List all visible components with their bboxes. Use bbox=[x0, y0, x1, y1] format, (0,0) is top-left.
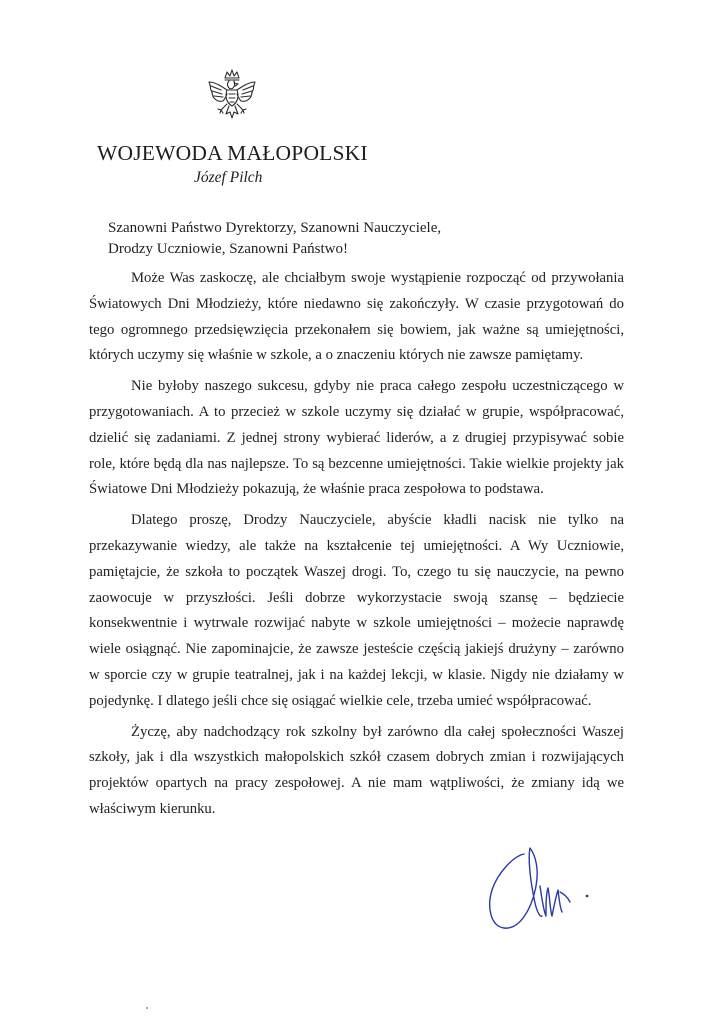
scan-speck bbox=[146, 1007, 148, 1009]
polish-eagle-emblem-icon bbox=[205, 68, 259, 124]
letter-body bbox=[89, 266, 624, 828]
paragraph: Dlatego proszę, Drodzy Nauczyciele, abyście kładli nacisk nie tylko na przekazywanie wiedzy, ale także na kształcenie tej umiejętności. A Wy Uczniowie, pamiętajcie, że szkoła to początek Waszej drogi. To, czego tu się nauczycie, na pewno zaowocuje w przyszłości. Jeśli dobrze wykorzystacie swoją szansę – będziecie konsekwentnie i wytrwale rozwijać nabyte w szkole umiejętności – możecie naprawdę wiele osiągnąć. Nie zapominajcie, że zawsze jesteście częścią jakiejś drużyny – zarówno w sporcie czy w grupie teatralnej, jak i na każdej lekcji, w klasie. Nigdy nie działamy w pojedynkę. I dlatego jeśli chce się osiągać wielkie cele, trzeba umieć współpracować. bbox=[89, 512, 624, 709]
author-name: Józef Pilch bbox=[194, 169, 263, 186]
salutation bbox=[108, 218, 441, 260]
paragraph: Może Was zaskoczę, ale chciałbym swoje wystąpienie rozpocząć od przywołania Światowych Dni Młodzieży, które niedawno się zakończyły. W czasie przygotowań do tego ogromnego przedsięwzięcia przekonałem się bowiem, jak ważne są umiejętności, których uczymy się właśnie w szkole, a o znaczeniu których nie zawsze pamiętamy. bbox=[89, 270, 624, 364]
salutation-line: Szanowni Państwo Dyrektorzy, Szanowni Nauczyciele, bbox=[108, 220, 442, 236]
page-title: WOJEWODA MAŁOPOLSKI bbox=[97, 141, 368, 165]
salutation-line: Drodzy Uczniowie, Szanowni Państwo! bbox=[108, 241, 348, 257]
paragraph: Życzę, aby nadchodzący rok szkolny był zarówno dla całej społeczności Waszej szkoły, jak i dla wszystkich małopolskich szkół czasem dobrych zmian i rozwijających projektów opartych na pracy zespołowej. A nie mam wątpliwości, że zmiany idą we właściwym kierunku. bbox=[89, 723, 624, 817]
handwritten-signature bbox=[484, 838, 600, 934]
paragraph: Nie byłoby naszego sukcesu, gdyby nie praca całego zespołu uczestniczącego w przygotowaniach. A to przecież w szkole uczymy się działać w grupie, współpracować, dzielić się zadaniami. Z jednej strony wybierać liderów, a z drugiej przypisywać sobie role, które będą dla nas najlepsze. To są bezcenne umiejętności. Takie wielkie projekty jak Światowe Dni Młodzieży pokazują, że właśnie praca zespołowa to podstawa. bbox=[89, 378, 624, 498]
